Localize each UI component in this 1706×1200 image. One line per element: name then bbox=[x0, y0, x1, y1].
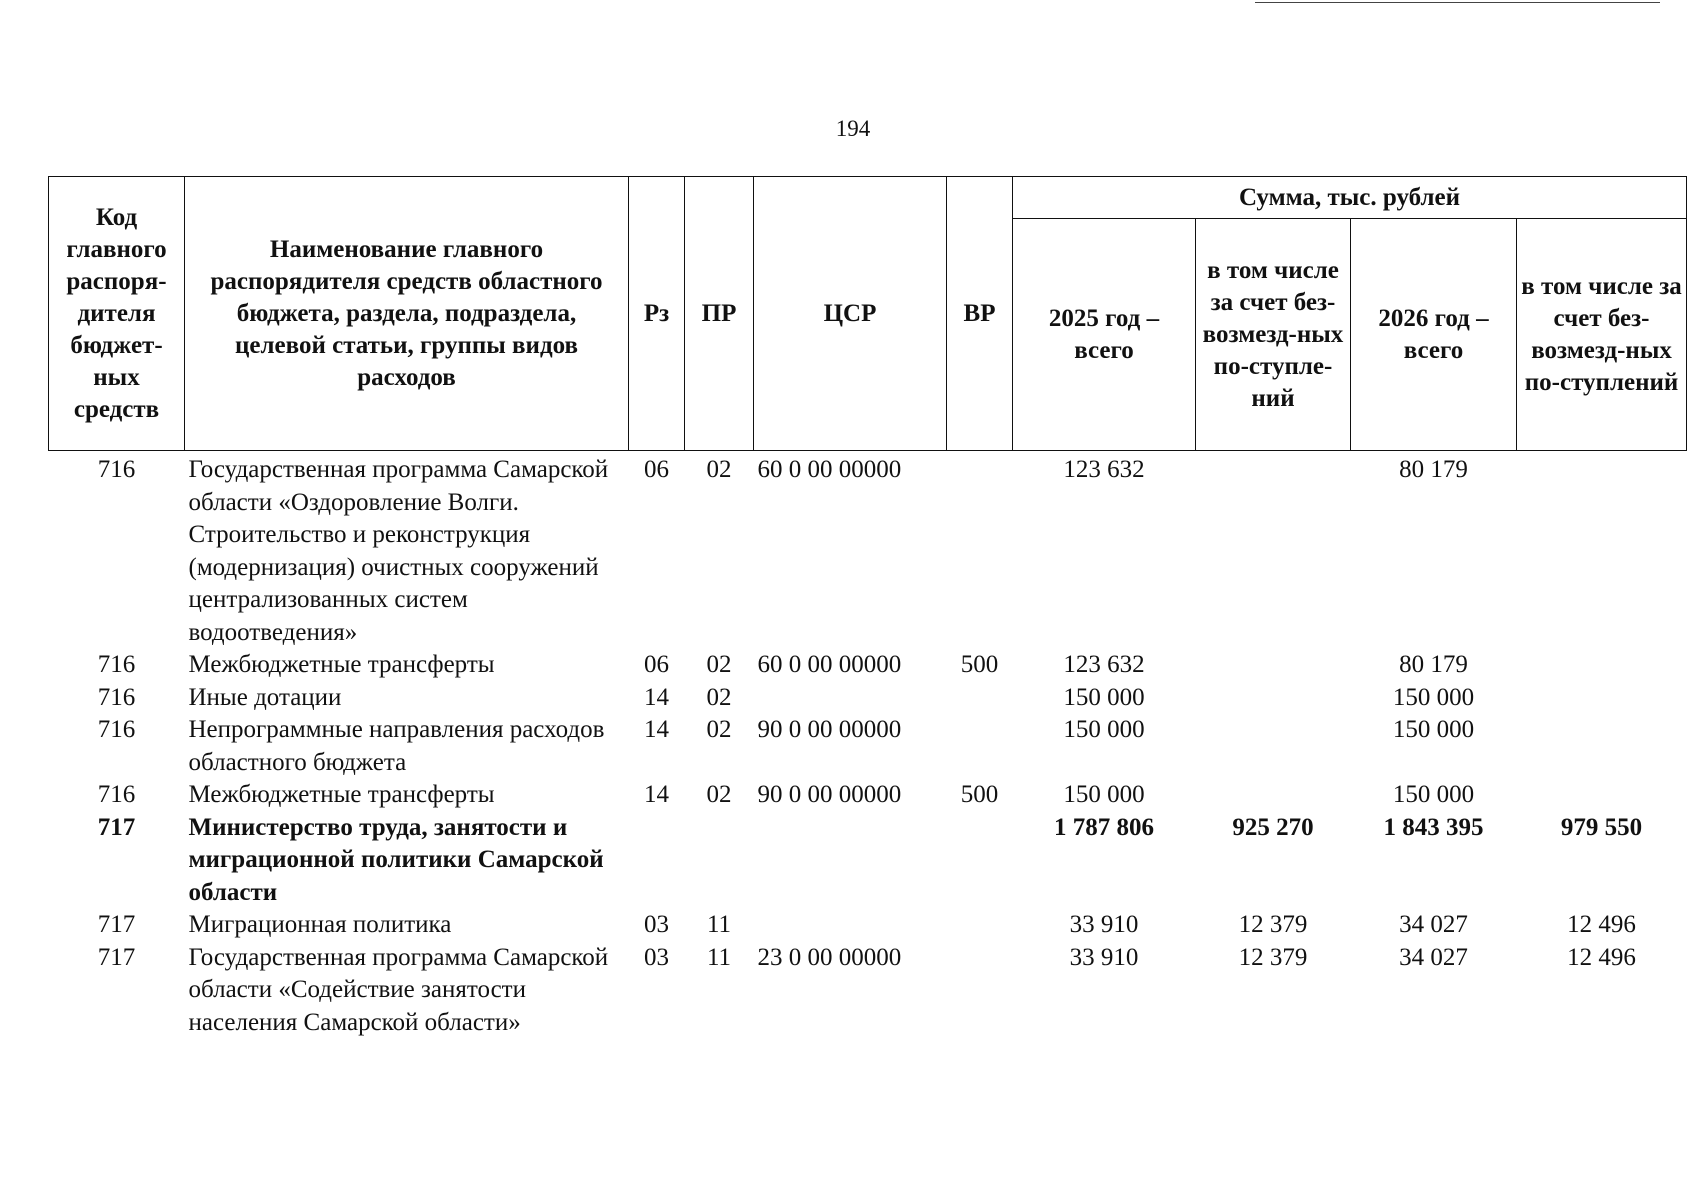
top-rule bbox=[1255, 2, 1660, 3]
name-cell: Министерство труда, занятости и миграционной политики Самарской области bbox=[188, 813, 604, 906]
name-cell: Непрограммные направления расходов областного бюджета bbox=[188, 716, 605, 776]
vr-cell bbox=[947, 909, 1013, 942]
total-2026-cell: 34 027 bbox=[1399, 943, 1468, 971]
rz-cell: 14 bbox=[644, 683, 669, 711]
total-2025-cell: 150 000 bbox=[1063, 683, 1145, 711]
vr-cell: 500 bbox=[960, 651, 999, 678]
total-2025-cell: 33 910 bbox=[1069, 943, 1139, 971]
rz-cell: 06 bbox=[644, 651, 669, 678]
code-cell: 717 bbox=[97, 813, 136, 841]
pr-cell: 02 bbox=[706, 651, 732, 678]
budget-table bbox=[48, 176, 1687, 1039]
table-row bbox=[49, 942, 1687, 1040]
grants-2025-cell bbox=[1196, 451, 1351, 650]
total-2026-cell: 80 179 bbox=[1399, 456, 1468, 483]
rz-cell bbox=[629, 812, 685, 910]
header-pr: ПР bbox=[685, 177, 754, 451]
name-cell: Государственная программа Самарской области «Содействие занятости населения Самарской области» bbox=[188, 943, 609, 1036]
vr-cell: 500 bbox=[960, 781, 999, 808]
rz-cell: 03 bbox=[644, 911, 669, 938]
name-cell: Межбюджетные трансферты bbox=[188, 651, 495, 678]
rz-cell: 14 bbox=[644, 781, 669, 808]
code-cell: 716 bbox=[97, 781, 136, 808]
csr-cell: 90 0 00 00000 bbox=[757, 781, 902, 808]
vr-cell bbox=[947, 942, 1013, 1040]
code-cell: 716 bbox=[97, 651, 136, 678]
name-cell: Иные дотации bbox=[188, 683, 342, 711]
page-number: 194 bbox=[835, 116, 871, 141]
grants-2025-cell bbox=[1196, 682, 1351, 715]
grants-2025-cell bbox=[1196, 714, 1351, 779]
csr-cell bbox=[754, 812, 947, 910]
total-2026-cell: 150 000 bbox=[1392, 716, 1475, 743]
grants-2026-cell bbox=[1517, 649, 1687, 682]
header-2026-total: 2026 год – всего bbox=[1351, 219, 1517, 451]
header-2025-total: 2025 год – всего bbox=[1013, 219, 1196, 451]
total-2026-cell: 150 000 bbox=[1392, 781, 1475, 808]
table-row bbox=[49, 812, 1687, 910]
grants-2025-cell: 925 270 bbox=[1232, 813, 1314, 841]
total-2025-cell: 123 632 bbox=[1063, 456, 1145, 483]
name-cell: Межбюджетные трансферты bbox=[188, 781, 495, 808]
code-cell: 716 bbox=[97, 716, 136, 743]
pr-cell bbox=[685, 812, 754, 910]
vr-cell bbox=[947, 812, 1013, 910]
table-row bbox=[49, 451, 1687, 650]
csr-cell: 60 0 00 00000 bbox=[757, 651, 902, 678]
code-cell: 716 bbox=[97, 456, 136, 483]
csr-cell bbox=[754, 909, 947, 942]
grants-2026-cell bbox=[1517, 451, 1687, 650]
total-2025-cell: 150 000 bbox=[1063, 781, 1145, 808]
pr-cell: 02 bbox=[706, 716, 732, 743]
table-row bbox=[49, 714, 1687, 779]
total-2025-cell: 150 000 bbox=[1063, 716, 1145, 743]
total-2026-cell: 80 179 bbox=[1399, 651, 1468, 678]
code-cell: 717 bbox=[97, 943, 136, 971]
header-csr: ЦСР bbox=[754, 177, 947, 451]
code-cell: 716 bbox=[97, 683, 136, 711]
name-cell: Миграционная политика bbox=[188, 911, 452, 938]
total-2025-cell: 33 910 bbox=[1069, 911, 1139, 938]
rz-cell: 03 bbox=[644, 943, 669, 971]
vr-cell bbox=[947, 451, 1013, 650]
rz-cell: 06 bbox=[644, 456, 669, 483]
pr-cell: 02 bbox=[706, 683, 732, 711]
table-row bbox=[49, 779, 1687, 812]
total-2026-cell: 1 843 395 bbox=[1383, 813, 1484, 841]
csr-cell: 23 0 00 00000 bbox=[757, 943, 902, 971]
total-2025-cell: 123 632 bbox=[1063, 651, 1145, 678]
table-row bbox=[49, 649, 1687, 682]
grants-2025-cell: 12 379 bbox=[1238, 911, 1308, 938]
header-rz: Рз bbox=[629, 177, 685, 451]
vr-cell bbox=[947, 682, 1013, 715]
total-2026-cell: 34 027 bbox=[1399, 911, 1468, 938]
pr-cell: 11 bbox=[706, 943, 732, 971]
table-row bbox=[49, 909, 1687, 942]
total-2025-cell: 1 787 806 bbox=[1054, 813, 1154, 841]
header-name: Наименование главного распорядителя средств областного бюджета, раздела, подраздела, целевой статьи, группы видов расходов bbox=[185, 177, 629, 451]
grants-2025-cell bbox=[1196, 649, 1351, 682]
grants-2025-cell: 12 379 bbox=[1238, 943, 1308, 971]
header-sum-group: Сумма, тыс. рублей bbox=[1013, 177, 1687, 219]
header-vr: ВР bbox=[947, 177, 1013, 451]
grants-2025-cell bbox=[1196, 779, 1351, 812]
header-2026-grants: в том числе за счет без-возмезд-ных по-ступлений bbox=[1517, 219, 1687, 451]
header-code: Код главного распоря-дителя бюджет-ных средств bbox=[49, 177, 185, 451]
name-cell: Государственная программа Самарской области «Оздоровление Волги. Строительство и реконструкция (модернизация) очистных сооружений централизованных систем водоотведения» bbox=[188, 456, 609, 646]
grants-2026-cell: 12 496 bbox=[1567, 911, 1636, 938]
total-2026-cell: 150 000 bbox=[1392, 683, 1475, 711]
header-2025-grants: в том числе за счет без-возмезд-ных по-ступле-ний bbox=[1196, 219, 1351, 451]
grants-2026-cell: 979 550 bbox=[1560, 813, 1643, 841]
grants-2026-cell bbox=[1517, 779, 1687, 812]
table-body bbox=[49, 451, 1687, 1040]
code-cell: 717 bbox=[97, 911, 136, 938]
grants-2026-cell: 12 496 bbox=[1567, 943, 1636, 971]
pr-cell: 11 bbox=[706, 911, 732, 938]
table-row bbox=[49, 682, 1687, 715]
rz-cell: 14 bbox=[644, 716, 669, 743]
grants-2026-cell bbox=[1517, 714, 1687, 779]
grants-2026-cell bbox=[1517, 682, 1687, 715]
pr-cell: 02 bbox=[706, 781, 732, 808]
csr-cell: 90 0 00 00000 bbox=[757, 716, 902, 743]
csr-cell: 60 0 00 00000 bbox=[757, 456, 902, 483]
pr-cell: 02 bbox=[706, 456, 732, 483]
vr-cell bbox=[947, 714, 1013, 779]
csr-cell bbox=[754, 682, 947, 715]
